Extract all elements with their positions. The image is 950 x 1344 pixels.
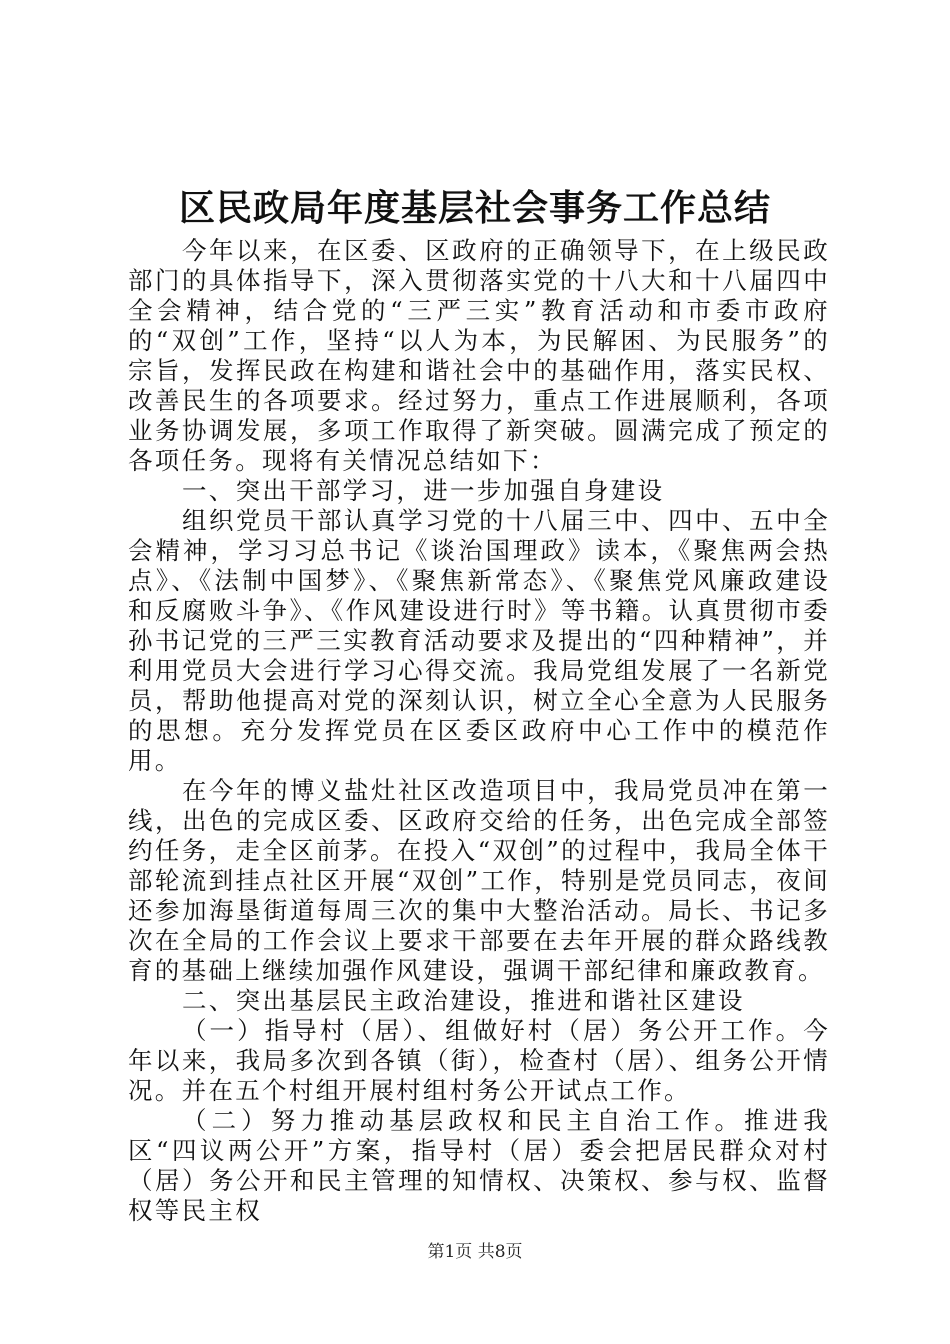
paragraph-subsection-2: （二）努力推动基层政权和民主自治工作。推进我区“四议两公开”方案，指导村（居）委会把居民群众对村（居）务公开和民主管理的知情权、决策权、参与权、监督权等民主权 [128, 1106, 830, 1225]
paragraph-study: 组织党员干部认真学习党的十八届三中、四中、五中全会精神，学习习总书记《谈治国理政》读本，《聚焦两会热点》、《法制中国梦》、《聚焦新常态》、《聚焦党风廉政建设和反腐败斗争》、《作风建设进行时》等书籍。认真贯彻市委孙书记党的三严三实教育活动要求及提出的“四种精神”，并利用党员大会进行学习心得交流。我局党组发展了一名新党员，帮助他提高对党的深刻认识，树立全心全意为人民服务的思想。充分发挥党员在区委区政府中心工作中的模范作用。 [128, 506, 830, 775]
paragraph-subsection-1: （一）指导村（居）、组做好村（居）务公开工作。今年以来，我局多次到各镇（街），检查村（居）、组务公开情况。并在五个村组开展村组村务公开试点工作。 [128, 1016, 830, 1105]
page-number: 第1页 共8页 [427, 1242, 523, 1262]
document-title: 区民政局年度基层社会事务工作总结 [178, 187, 771, 229]
paragraph-community-project: 在今年的博义盐灶社区改造项目中，我局党员冲在第一线，出色的完成区委、区政府交给的任务，出色完成全部签约任务，走全区前茅。在投入“双创”的过程中，我局全体干部轮流到挂点社区开展“双创”工作，特别是党员同志，夜间还参加海垦街道每周三次的集中大整治活动。局长、书记多次在全局的工作会议上要求干部要在去年开展的群众路线教育的基础上继续加强作风建设，强调干部纪律和廉政教育。 [128, 776, 830, 985]
section-heading-1: 一、突出干部学习，进一步加强自身建设 [182, 476, 665, 505]
document-body [128, 236, 830, 1226]
section-heading-2: 二、突出基层民主政治建设，推进和谐社区建设 [182, 986, 745, 1015]
paragraph-intro: 今年以来，在区委、区政府的正确领导下，在上级民政部门的具体指导下，深入贯彻落实党的十八大和十八届四中全会精神，结合党的“三严三实”教育活动和市委市政府的“双创”工作，坚持“以人为本，为民解困、为民服务”的宗旨，发挥民政在构建和谐社会中的基础作用，落实民权、改善民生的各项要求。经过努力，重点工作进展顺利，各项业务协调发展，多项工作取得了新突破。圆满完成了预定的各项任务。现将有关情况总结如下： [128, 236, 830, 475]
